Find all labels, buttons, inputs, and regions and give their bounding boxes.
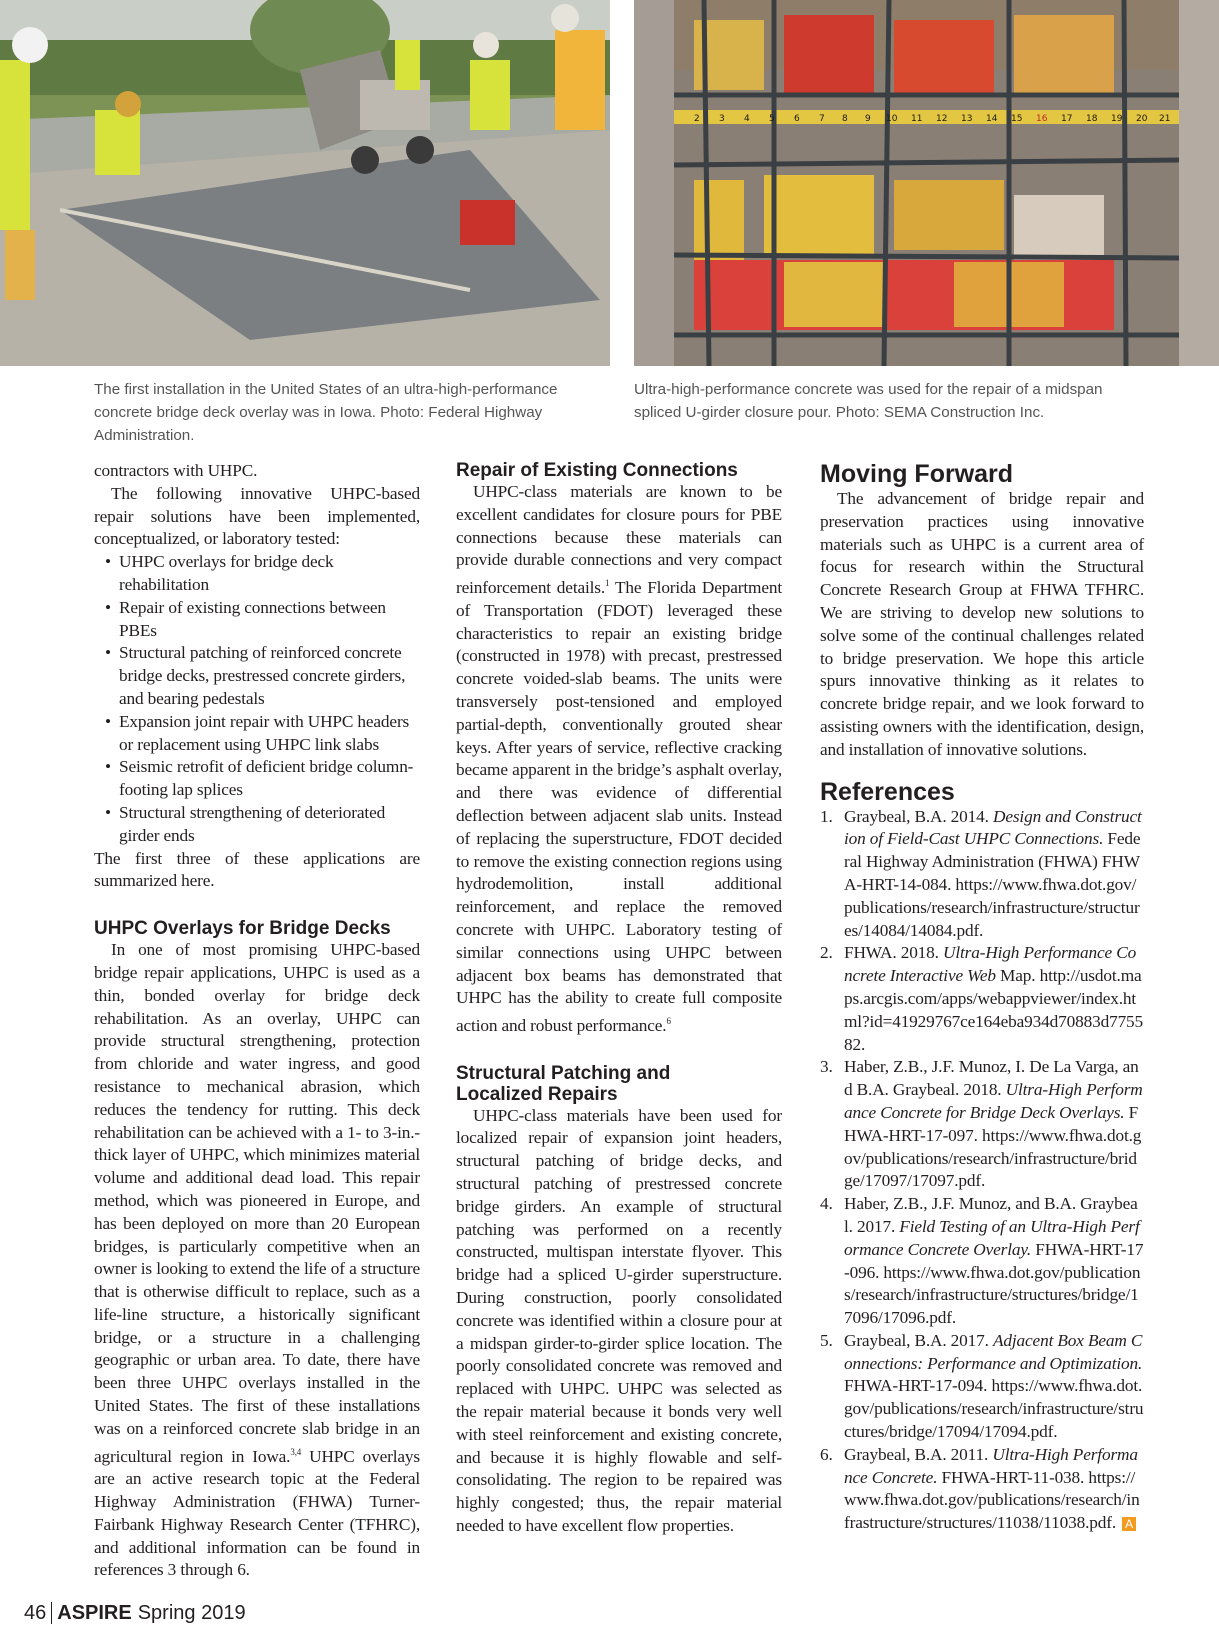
tape-number: 6 xyxy=(794,114,800,124)
tape-number: 15 xyxy=(1011,114,1023,124)
reference-authors: FHWA. 2018. xyxy=(844,943,944,963)
reference-title: Field Testing of an Ultra-High Performance Concrete Overlay. xyxy=(844,1216,1140,1259)
footer-divider xyxy=(51,1602,52,1624)
reference-title: Ultra-High Performance Concrete Interactive Web xyxy=(844,943,1137,986)
article-column-3 xyxy=(820,460,1144,1535)
reference-details: FHWA-HRT-11-038. https://www.fhwa.dot.gov/publications/research/infrastructure/structures/11038/11038.pdf. xyxy=(844,1467,1140,1533)
reference-item xyxy=(820,806,1144,943)
moving-forward-paragraph: The advancement of bridge repair and preservation practices using innovative materials such as UHPC is a current area of focus for research within the Structural Concrete Research Group at FHWA TFHRC. We are striving to develop new solutions to solve some of the continual challenges related to bridge preservation. We hope this article spurs innovative thinking as it relates to concrete bridge repair, and we look forward to assisting owners with the identification, design, and installation of innovative solutions. xyxy=(820,489,1144,759)
reference-item xyxy=(820,942,1144,1056)
tape-number: 3 xyxy=(719,114,725,124)
reference-details: Federal Highway Administration (FHWA) FHWA-HRT-14-084. https://www.fhwa.dot.gov/publications/research/infrastructure/structures/14084/14084.pdf. xyxy=(844,829,1141,940)
continued-text: contractors with UHPC. xyxy=(94,461,258,480)
section-heading-moving-forward: Moving Forward xyxy=(820,460,1014,488)
tape-number: 21 xyxy=(1159,114,1171,124)
photo-caption-right: Ultra-high-performance concrete was used for the repair of a midspan spliced U-girder closure pour. Photo: SEMA Construction Inc. xyxy=(634,381,1103,421)
photo-u-girder-closure-pour-image xyxy=(634,0,1219,366)
reference-details: FHWA-HRT-17-096. https://www.fhwa.dot.gov/publications/research/infrastructure/structures/bridge/17096/17096.pdf. xyxy=(844,1239,1144,1328)
tape-number: 17 xyxy=(1061,114,1073,124)
reference-authors: Graybeal, B.A. 2017. xyxy=(844,1330,993,1350)
article-column-1 xyxy=(94,460,420,1582)
photo-caption-left: The first installation in the United States of an ultra-high-performance concrete bridge deck overlay was in Iowa. Photo: Federal Highway Administration. xyxy=(94,381,558,444)
list-item: • Structural patching of reinforced concrete bridge decks, prestressed concrete girders, and bearing pedestals xyxy=(94,642,420,710)
list-item: • Repair of existing connections between PBEs xyxy=(94,597,420,643)
reference-item xyxy=(820,1330,1144,1444)
citation-superscript: 3,4 xyxy=(290,1446,302,1457)
tape-number: 5 xyxy=(769,114,775,124)
reference-number: 5. xyxy=(820,1330,833,1350)
tape-number: 11 xyxy=(911,114,923,124)
article-column-2 xyxy=(456,460,782,1538)
reference-title: Ultra-High Performance Concrete for Bridge Deck Overlays. xyxy=(844,1080,1143,1122)
end-of-article-icon: A xyxy=(1122,1517,1136,1531)
tape-number: 13 xyxy=(961,114,973,124)
reference-item xyxy=(820,1193,1144,1330)
tape-number: 20 xyxy=(1136,114,1148,124)
reference-details: Map. http://usdot.maps.arcgis.com/apps/webappviewer/index.html?id=41929767ce164eba934d70883d775582. xyxy=(844,966,1144,1054)
reference-item xyxy=(820,1056,1144,1193)
photo-u-girder-closure-pour xyxy=(634,0,1219,366)
reference-details: FHWA-HRT-17-094. https://www.fhwa.dot.gov/publications/research/infrastructure/structures/bridge/17094/17094.pdf. xyxy=(844,1376,1144,1442)
list-item: • Seismic retrofit of deficient bridge column-footing lap splices xyxy=(94,756,420,802)
patching-paragraph: UHPC-class materials have been used for localized repair of expansion joint headers, structural patching of bridge decks, and structural patching of prestressed concrete bridge girders. An example of structural patching was performed on a recently constructed, multispan interstate flyover. This bridge had a spliced U-girder superstructure. During construction, poorly consolidated concrete was identified within a closure pour at a midspan girder-to-girder splice location. The poorly consolidated concrete was removed and replaced with UHPC. UHPC was selected as the repair material because it bonds very well with steel reinforcement and existing concrete, and because it is highly flowable and self-consolidating. The region to be repaired was highly congested; thus, the repair material needed to have excellent flow properties. xyxy=(456,1105,782,1535)
photo-uhpc-overlay-iowa-image xyxy=(0,0,610,366)
tape-number: 9 xyxy=(865,114,871,124)
tape-number: 4 xyxy=(744,114,750,124)
page-footer xyxy=(24,1601,246,1625)
repair-solutions-list xyxy=(94,551,420,847)
reference-title: Adjacent Box Beam Connections: Performance and Optimization. xyxy=(844,1330,1143,1373)
section-heading-overlays: UHPC Overlays for Bridge Decks xyxy=(94,918,391,940)
reference-number: 2. xyxy=(820,943,833,963)
reference-title: Design and Construction of Field-Cast UHPC Connections. xyxy=(844,806,1142,849)
citation-superscript: 6 xyxy=(666,1016,671,1027)
tape-number: 8 xyxy=(842,114,848,124)
section-heading-connections: Repair of Existing Connections xyxy=(456,460,738,481)
tape-number: 7 xyxy=(819,114,825,124)
reference-number: 1. xyxy=(820,806,833,826)
reference-title: Ultra-High Performance Concrete. xyxy=(844,1444,1138,1487)
section-heading-references: References xyxy=(820,777,955,806)
tape-number: 10 xyxy=(886,114,898,124)
tape-number: 19 xyxy=(1111,114,1123,124)
tape-number: 2 xyxy=(694,114,700,124)
reference-authors: Haber, Z.B., J.F. Munoz, and B.A. Graybeal. 2017. xyxy=(844,1194,1138,1236)
reference-number: 3. xyxy=(820,1057,833,1077)
connections-text-a: UHPC-class materials are known to be excellent candidates for closure pours for PBE connections because these materials can provide durable connections and very compact reinforcement details. xyxy=(456,482,782,597)
tape-number: 16 xyxy=(1036,114,1048,124)
tape-number: 12 xyxy=(936,114,948,124)
references-list xyxy=(820,806,1144,1536)
summary-paragraph: The first three of these applications are summarized here. xyxy=(94,848,420,891)
reference-number: 6. xyxy=(820,1444,833,1464)
reference-authors: Graybeal, B.A. 2011. xyxy=(844,1444,993,1464)
reference-details: FHWA-HRT-17-097. https://www.fhwa.dot.gov/publications/research/infrastructure/bridge/17097/17097.pdf. xyxy=(844,1102,1142,1191)
citation-superscript: 1 xyxy=(605,578,610,589)
reference-authors: Graybeal, B.A. 2014. xyxy=(844,806,993,826)
section-heading-patching xyxy=(456,1063,782,1105)
issue-label: Spring 2019 xyxy=(137,1602,246,1624)
heading-line: Structural Patching and xyxy=(456,1062,671,1084)
tape-number: 18 xyxy=(1086,114,1098,124)
page-number: 46 xyxy=(24,1602,47,1624)
overlays-text-a: In one of most promising UHPC-based bridge repair applications, UHPC is used as a thin, bonded overlay for bridge deck rehabilitation. As an overlay, UHPC can provide structural strengthening, protection from chloride and water ingress, and good resistance to mechanical abrasion, which reduces the tendency for rutting. This deck rehabilitation can be achieved with a 1- to 3-in.-thick layer of UHPC, which minimizes material volume and additional dead load. This repair method, which was pioneered in Europe, and has been deployed on more than 20 European bridges, is particularly competitive when an owner is looking to extend the life of a structure that is otherwise difficult to replace, such as a life-line structure, a historically significant bridge, or a structure in a challenging geographic or urban area. To date, there have been three UHPC overlays installed in the United States. The first of these installations was on a reinforced concrete slab bridge in an agricultural region in Iowa. xyxy=(94,940,420,1466)
tape-number: 14 xyxy=(986,114,998,124)
magazine-name: ASPIRE xyxy=(57,1602,132,1624)
list-item: • Structural strengthening of deteriorated girder ends xyxy=(94,802,420,848)
connections-text-b: The Florida Department of Transportation (FDOT) leveraged these characteristics to repair an existing bridge (constructed in 1978) with precast, prestressed concrete voided-slab beams. The units were transversely post-tensioned and employed partial-depth, conventionally grouted shear keys. After years of service, reflective cracking became apparent in the bridge’s asphalt overlay, and there was evidence of differential deflection between adjacent slab units. Instead of replacing the superstructure, FDOT decided to remove the existing connection regions using hydrodemolition, install additional reinforcement, and replace the removed concrete with UHPC. Laboratory testing of similar connections using UHPC between adjacent box beams has demonstrated that UHPC has the ability to create full composite action and robust performance. xyxy=(456,577,782,1035)
overlays-paragraph xyxy=(94,939,420,1582)
list-item: • UHPC overlays for bridge deck rehabilitation xyxy=(94,551,420,597)
intro-paragraph: The following innovative UHPC-based repair solutions have been implemented, conceptualized, or laboratory tested: xyxy=(94,483,420,549)
photo-uhpc-overlay-iowa xyxy=(0,0,610,366)
heading-line: Localized Repairs xyxy=(456,1083,618,1105)
reference-item xyxy=(820,1444,1144,1535)
overlays-text-b: UHPC overlays are an active research topic at the Federal Highway Administration (FHWA) Turner-Fairbank Highway Research Center (TFHRC), and additional information can be found in references 3 through 6. xyxy=(94,1446,420,1580)
connections-paragraph xyxy=(456,481,782,1038)
reference-authors: Haber, Z.B., J.F. Munoz, I. De La Varga, and B.A. Graybeal. 2018. xyxy=(844,1057,1139,1100)
list-item: • Expansion joint repair with UHPC headers or replacement using UHPC link slabs xyxy=(94,711,420,757)
reference-number: 4. xyxy=(820,1194,833,1214)
